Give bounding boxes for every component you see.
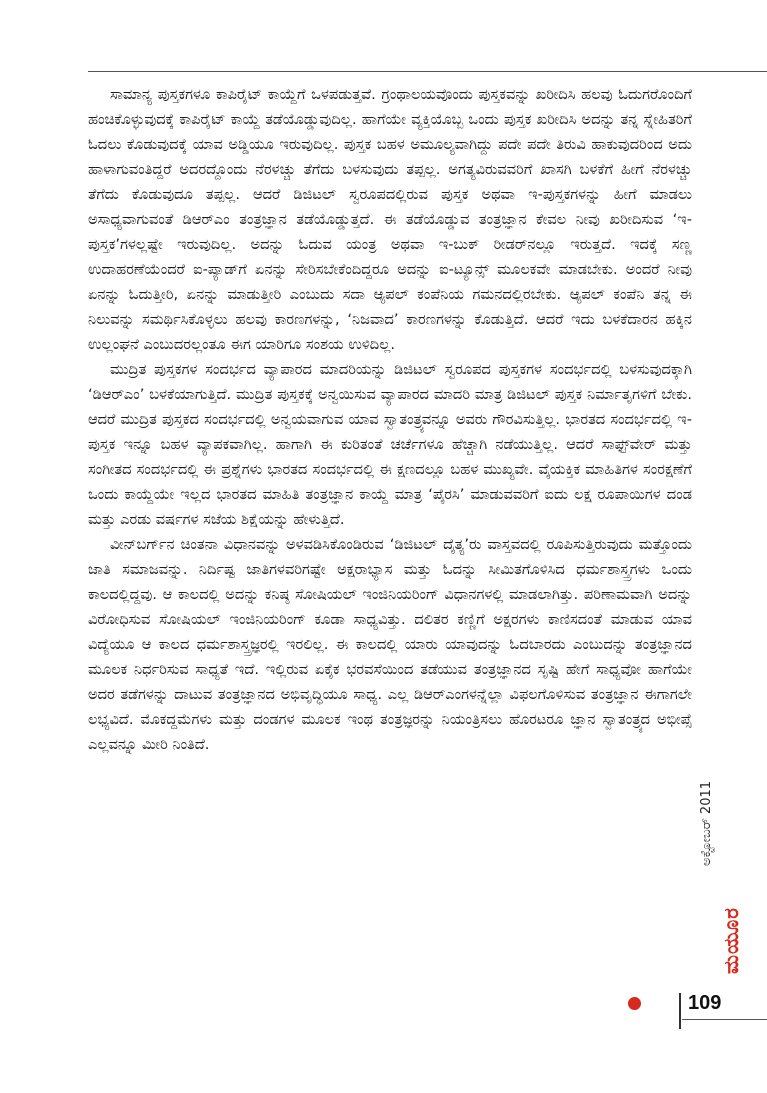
article-paragraph-2: ಮುದ್ರಿತ ಪುಸ್ತಕಗಳ ಸಂದರ್ಭದ ವ್ಯಾಪಾರದ ಮಾದರಿಯನ್ನು ಡಿಜಿಟಲ್ ಸ್ವರೂಪದ ಪುಸ್ತಕಗಳ ಸಂದರ್ಭದಲ್ಲಿ ಬಳಸುವುದಕ್ಕಾಗಿ ‘ಡಿಆರ್‌ಎಂ’ ಬಳಕೆಯಾಗುತ್ತಿದೆ. ಮುದ್ರಿತ ಪುಸ್ತಕಕ್ಕೆ ಅನ್ವಯಿಸುವ ವ್ಯಾಪಾರದ ಮಾದರಿ ಮಾತ್ರ ಡಿಜಿಟಲ್ ಪುಸ್ತಕ ನಿರ್ಮಾತೃಗಳಿಗೆ ಬೇಕು. ಆದರೆ ಮುದ್ರಿತ ಪುಸ್ತಕದ ಸಂದರ್ಭದಲ್ಲಿ ಅನ್ವಯವಾಗುವ ಯಾವ ಸ್ವಾತಂತ್ರ್ಯವನ್ನೂ ಅವರು ಗೌರವಿಸುತ್ತಿಲ್ಲ. ಭಾರತದ ಸಂದರ್ಭದಲ್ಲಿ ಇ-ಪುಸ್ತಕ ಇನ್ನೂ ಬಹಳ ವ್ಯಾಪಕವಾಗಿಲ್ಲ. ಹಾಗಾಗಿ ಈ ಕುರಿತಂತೆ ಚರ್ಚೆಗಳೂ ಹೆಚ್ಚಾಗಿ ನಡೆಯುತ್ತಿಲ್ಲ. ಆದರೆ ಸಾಫ್ಟ್‌ವೇರ್ ಮತ್ತು ಸಂಗೀತದ ಸಂದರ್ಭದಲ್ಲಿ ಈ ಪ್ರಶ್ನೆಗಳು ಭಾರತದ ಸಂದರ್ಭದಲ್ಲಿ ಈ ಕ್ಷಣದಲ್ಲೂ ಬಹಳ ಮುಖ್ಯವೇ. ವೈಯಕ್ತಿಕ ಮಾಹಿತಿಗಳ ಸಂರಕ್ಷಣೆಗೆ ಒಂದು ಕಾಯ್ದೆಯೇ ಇಲ್ಲದ ಭಾರತದ ಮಾಹಿತಿ ತಂತ್ರಜ್ಞಾನ ಕಾಯ್ದೆ ಮಾತ್ರ ‘ಪೈರಸಿ’ ಮಾಡುವವರಿಗೆ ಐದು ಲಕ್ಷ ರೂಪಾಯಿಗಳ ದಂಡ ಮತ್ತು ಎರಡು ವರ್ಷಗಳ ಸಜೆಯ ಶಿಕ್ಷೆಯನ್ನು ಹೇಳುತ್ತಿದೆ.	[88, 361, 692, 528]
article-body	[88, 82, 692, 757]
bullet-dot-icon	[628, 997, 641, 1010]
article-paragraph-3: ವೀನ್‌ಬರ್ಗ್‌ನ ಚಿಂತನಾ ವಿಧಾನವನ್ನು ಅಳವಡಿಸಿಕೊಂಡಿರುವ ‘ಡಿಜಿಟಲ್ ದೈತ್ಯ’ರು ವಾಸ್ತವದಲ್ಲಿ ರೂಪಿಸುತ್ತಿರುವುದು ಮತ್ತೊಂದು ಜಾತಿ ಸಮಾಜವನ್ನು. ನಿರ್ದಿಷ್ಟ ಜಾತಿಗಳವರಿಗಷ್ಟೇ ಅಕ್ಷರಾಭ್ಯಾಸ ಮತ್ತು ಓದನ್ನು ಸೀಮಿತಗೊಳಿಸಿದ ಧರ್ಮಶಾಸ್ತ್ರಗಳು ಒಂದು ಕಾಲದಲ್ಲಿದ್ದವು. ಆ ಕಾಲದಲ್ಲಿ ಅದನ್ನು ಕನಿಷ್ಠ ಸೋಷಿಯಲ್ ಇಂಜಿನಿಯರಿಂಗ್ ವಿಧಾನಗಳಲ್ಲಿ ಮಾಡಲಾಗಿತ್ತು. ಪರಿಣಾಮವಾಗಿ ಅದನ್ನು ವಿರೋಧಿಸುವ ಸೋಷಿಯಲ್ ಇಂಜಿನಿಯರಿಂಗ್ ಕೂಡಾ ಸಾಧ್ಯವಿತ್ತು. ದಲಿತರ ಕಣ್ಣಿಗೆ ಅಕ್ಷರಗಳು ಕಾಣಿಸದಂತೆ ಮಾಡುವ ಯಾವ ವಿದ್ಯೆಯೂ ಆ ಕಾಲದ ಧರ್ಮಶಾಸ್ತ್ರಜ್ಞರಲ್ಲಿ ಇರಲಿಲ್ಲ. ಈ ಕಾಲದಲ್ಲಿ ಯಾರು ಯಾವುದನ್ನು ಓದಬಾರದು ಎಂಬುದನ್ನು ತಂತ್ರಜ್ಞಾನದ ಮೂಲಕ ನಿರ್ಧರಿಸುವ ಸಾಧ್ಯತೆ ಇದೆ. ಇಲ್ಲಿರುವ ಏಕೈಕ ಭರವಸೆಯಿಂದ ತಡೆಯುವ ತಂತ್ರಜ್ಞಾನದ ಸೃಷ್ಟಿ ಹೇಗೆ ಸಾಧ್ಯವೋ ಹಾಗೆಯೇ ಅದರ ತಡೆಗಳನ್ನು ದಾಟುವ ತಂತ್ರಜ್ಞಾನದ ಅಭಿವೃದ್ಧಿಯೂ ಸಾಧ್ಯ. ಎಲ್ಲ ಡಿಆರ್‌ಎಂಗಳನ್ನೆಲ್ಲಾ ವಿಫಲಗೊಳಿಸುವ ತಂತ್ರಜ್ಞಾನ ಈಗಾಗಲೇ ಲಭ್ಯವಿದೆ. ಮೊಕದ್ದಮೆಗಳು ಮತ್ತು ದಂಡಗಳ ಮೂಲಕ ಇಂಥ ತಂತ್ರಜ್ಞರನ್ನು ನಿಯಂತ್ರಿಸಲು ಹೊರಟರೂ ಜ್ಞಾನ ಸ್ವಾತಂತ್ರ್ಯದ ಅಭೀಪ್ಸೆ ಎಲ್ಲವನ್ನೂ ಮೀರಿ ನಿಂತಿದೆ.	[88, 536, 692, 753]
page-number: 109	[688, 992, 722, 1014]
issue-date: ಅಕ್ಟೋಬರ್ 2011	[699, 780, 714, 866]
magazine-logo: ಮಯೂರ	[719, 907, 743, 974]
header-rule	[88, 71, 767, 72]
footer-rule	[682, 1019, 767, 1020]
footer-divider	[679, 993, 681, 1029]
magazine-side-band	[690, 756, 743, 976]
article-paragraph-1: ಸಾಮಾನ್ಯ ಪುಸ್ತಕಗಳೂ ಕಾಪಿರೈಟ್ ಕಾಯ್ದೆಗೆ ಒಳಪಡುತ್ತವೆ. ಗ್ರಂಥಾಲಯವೊಂದು ಪುಸ್ತಕವನ್ನು ಖರೀದಿಸಿ ಹಲವು ಓದುಗರೊಂದಿಗೆ ಹಂಚಿಕೊಳ್ಳುವುದಕ್ಕೆ ಕಾಪಿರೈಟ್ ಕಾಯ್ದೆ ತಡೆಯೊಡ್ಡುವುದಿಲ್ಲ. ಹಾಗೆಯೇ ವ್ಯಕ್ತಿಯೊಬ್ಬ ಒಂದು ಪುಸ್ತಕ ಖರೀದಿಸಿ ಅದನ್ನು ತನ್ನ ಸ್ನೇಹಿತರಿಗೆ ಓದಲು ಕೊಡುವುದಕ್ಕೆ ಯಾವ ಅಡ್ಡಿಯೂ ಇರುವುದಿಲ್ಲ. ಪುಸ್ತಕ ಬಹಳ ಅಮೂಲ್ಯವಾಗಿದ್ದು ಪದೇ ಪದೇ ತಿರುವಿ ಹಾಕುವುದರಿಂದ ಅದು ಹಾಳಾಗುವಂತಿದ್ದರೆ ಅದರದ್ದೊಂದು ನೆರಳಚ್ಚು ತೆಗೆದು ಬಳಸುವುದು ತಪ್ಪಲ್ಲ. ಅಗತ್ಯವಿರುವವರಿಗೆ ಖಾಸಗಿ ಬಳಕೆಗೆ ಹೀಗೆ ನೆರಳಚ್ಚು ತೆಗೆದು ಕೊಡುವುದೂ ತಪ್ಪಲ್ಲ. ಆದರೆ ಡಿಜಿಟಲ್ ಸ್ವರೂಪದಲ್ಲಿರುವ ಪುಸ್ತಕ ಅಥವಾ ಇ-ಪುಸ್ತಕಗಳನ್ನು ಹೀಗೆ ಮಾಡಲು ಅಸಾಧ್ಯವಾಗುವಂತೆ ಡಿಆರ್‌ಎಂ ತಂತ್ರಜ್ಞಾನ ತಡೆಯೊಡ್ಡುತ್ತದೆ. ಈ ತಡೆಯೊಡ್ಡುವ ತಂತ್ರಜ್ಞಾನ ಕೇವಲ ನೀವು ಖರೀದಿಸುವ ‘ಇ-ಪುಸ್ತಕ’ಗಳಲ್ಲಷ್ಟೇ ಇರುವುದಿಲ್ಲ. ಅದನ್ನು ಓದುವ ಯಂತ್ರ ಅಥವಾ ಇ-ಬುಕ್ ರೀಡರ್‌ನಲ್ಲೂ ಇರುತ್ತದೆ. ಇದಕ್ಕೆ ಸಣ್ಣ ಉದಾಹರಣೆಯೆಂದರೆ ಐ-ಪ್ಯಾಡ್‌ಗೆ ಏನನ್ನು ಸೇರಿಸಬೇಕೆಂದಿದ್ದರೂ ಅದನ್ನು ಐ-ಟ್ಯೂನ್ಸ್ ಮೂಲಕವೇ ಮಾಡಬೇಕು. ಅಂದರೆ ನೀವು ಏನನ್ನು ಓದುತ್ತೀರಿ, ಏನನ್ನು ಮಾಡುತ್ತೀರಿ ಎಂಬುದು ಸದಾ ಆ್ಯಪಲ್ ಕಂಪೆನಿಯ ಗಮನದಲ್ಲಿರಬೇಕು. ಆ್ಯಪಲ್ ಕಂಪೆನಿ ತನ್ನ ಈ ನಿಲುವನ್ನು ಸಮರ್ಥಿಸಿಕೊಳ್ಳಲು ಹಲವು ಕಾರಣಗಳನ್ನು, ‘ನಿಜವಾದ’ ಕಾರಣಗಳನ್ನು ಕೊಡುತ್ತಿದೆ. ಆದರೆ ಇದು ಬಳಕೆದಾರನ ಹಕ್ಕಿನ ಉಲ್ಲಂಘನೆ ಎಂಬುದರಲ್ಲಂತೂ ಈಗ ಯಾರಿಗೂ ಸಂಶಯ ಉಳಿದಿಲ್ಲ.	[88, 86, 692, 353]
